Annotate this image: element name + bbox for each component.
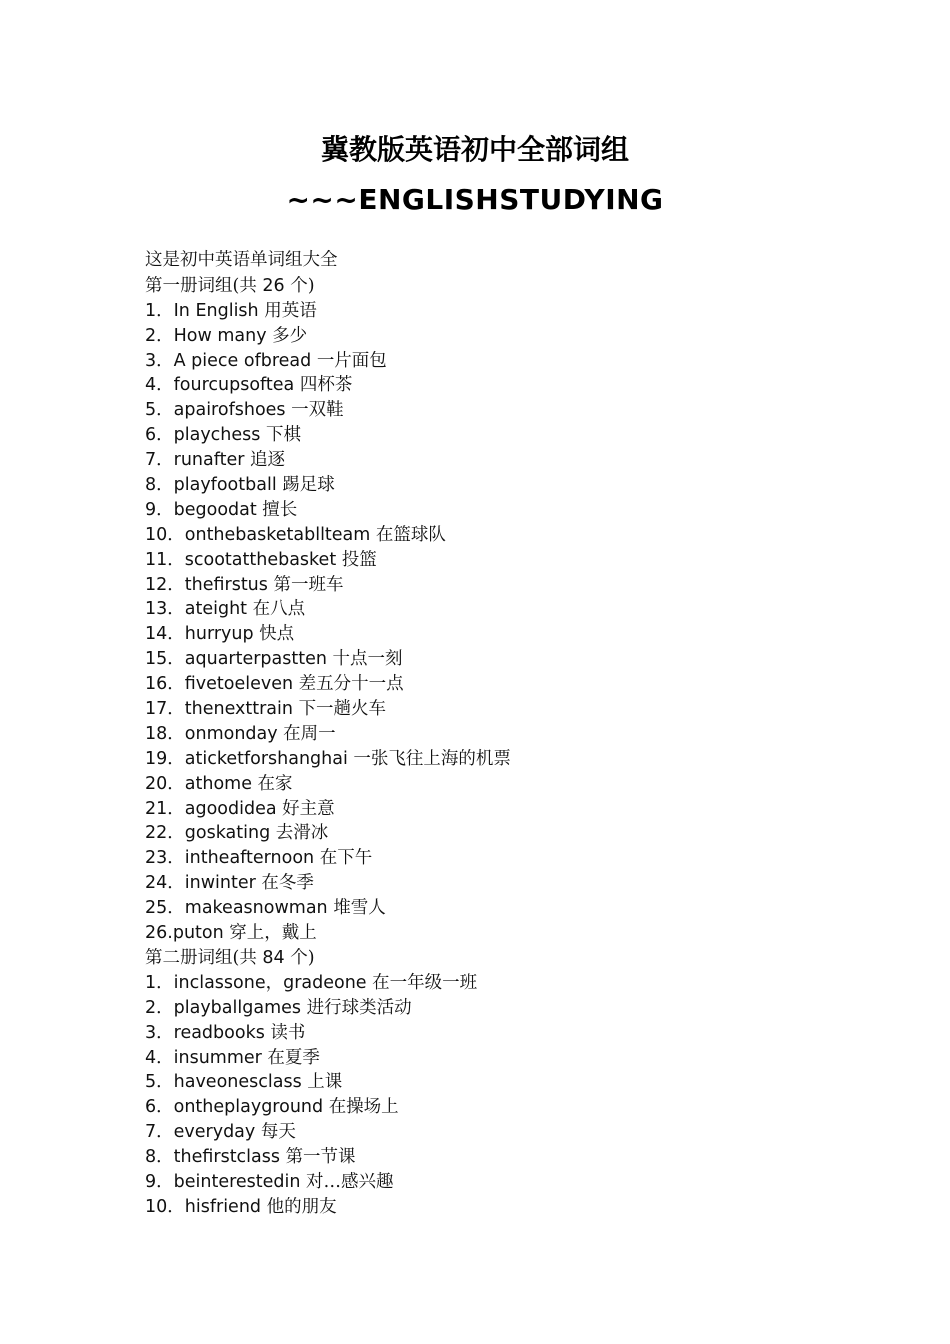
phrase-english: 25．makeasnowman	[145, 898, 334, 919]
phrase-chinese: 穿上，戴上	[229, 923, 317, 944]
phrase-chinese: 读书	[270, 1022, 306, 1043]
phrase-english: 26.puton	[145, 923, 230, 944]
phrase-item	[145, 671, 865, 696]
phrase-chinese: 擅长	[262, 499, 298, 520]
phrase-chinese: 去滑冰	[275, 823, 329, 844]
phrase-item	[145, 771, 865, 796]
phrase-item	[145, 596, 865, 621]
phrase-english: 9．begoodat	[145, 499, 263, 520]
phrase-item	[145, 1094, 865, 1119]
phrase-item	[145, 696, 865, 721]
phrase-english: 4．fourcupsoftea	[145, 375, 300, 396]
phrase-chinese: 在八点	[252, 599, 306, 620]
phrase-chinese: 他的朋友	[266, 1196, 337, 1217]
phrase-english: 13．ateight	[145, 599, 253, 620]
phrase-item	[145, 422, 865, 447]
phrase-item	[145, 1069, 865, 1094]
phrase-english: 19．aticketforshanghai	[145, 748, 354, 769]
phrase-chinese: 进行球类活动	[306, 997, 412, 1018]
phrase-item	[145, 372, 865, 397]
phrase-english: 18．onmonday	[145, 723, 284, 744]
phrase-chinese: 堆雪人	[333, 898, 386, 919]
phrase-item	[145, 298, 865, 323]
phrase-english: 17．thenexttrain	[145, 699, 299, 720]
phrase-english: 1．inclassone，gradeone	[145, 972, 373, 993]
phrase-chinese: 在下午	[319, 848, 373, 869]
book2-phrase-list	[145, 970, 865, 1219]
phrase-english: 14．hurryup	[145, 624, 260, 645]
phrase-chinese: 差五分十一点	[298, 674, 404, 695]
phrase-english: 24．inwinter	[145, 873, 262, 894]
phrase-english: 3．A piece ofbread	[145, 350, 317, 371]
phrase-item	[145, 1020, 865, 1045]
phrase-chinese: 对…感兴趣	[306, 1171, 394, 1192]
phrase-item	[145, 845, 865, 870]
phrase-english: 3．readbooks	[145, 1022, 271, 1043]
document-subtitle: ~~~ENGLISHSTUDYING	[286, 183, 664, 216]
book1-phrase-list	[145, 298, 865, 945]
phrase-english: 1．In English	[145, 300, 265, 321]
phrase-item	[145, 1169, 865, 1194]
phrase-chinese: 踢足球	[282, 475, 335, 496]
phrase-chinese: 在一年级一班	[372, 972, 478, 993]
phrase-chinese: 一片面包	[316, 350, 387, 371]
phrase-english: 7．runafter	[145, 450, 250, 471]
phrase-english: 22．goskating	[145, 823, 276, 844]
phrase-item	[145, 323, 865, 348]
phrase-item	[145, 646, 865, 671]
phrase-chinese: 每天	[260, 1122, 296, 1143]
phrase-english: 16．fivetoeleven	[145, 674, 299, 695]
document-body	[145, 248, 865, 1219]
phrase-chinese: 在家	[257, 773, 293, 794]
phrase-english: 15．aquarterpastten	[145, 649, 333, 670]
phrase-chinese: 在篮球队	[375, 524, 446, 545]
phrase-english: 20．athome	[145, 773, 258, 794]
phrase-chinese: 一张飞往上海的机票	[353, 748, 511, 769]
phrase-english: 11．scootatthebasket	[145, 549, 342, 570]
phrase-item	[145, 995, 865, 1020]
phrase-item	[145, 397, 865, 422]
phrase-english: 10．hisfriend	[145, 1196, 267, 1217]
phrase-item	[145, 920, 865, 945]
phrase-item	[145, 1144, 865, 1169]
phrase-english: 7．everyday	[145, 1122, 261, 1143]
phrase-chinese: 追逐	[249, 450, 285, 471]
phrase-chinese: 十点一刻	[332, 649, 403, 670]
phrase-item	[145, 572, 865, 597]
phrase-item	[145, 820, 865, 845]
phrase-item	[145, 348, 865, 373]
phrase-chinese: 上课	[307, 1072, 343, 1093]
phrase-item	[145, 746, 865, 771]
phrase-chinese: 在夏季	[267, 1047, 320, 1068]
phrase-english: 5．haveonesclass	[145, 1072, 308, 1093]
book1-heading: 第一册词组(共 26 个)	[145, 275, 315, 296]
phrase-chinese: 用英语	[264, 300, 317, 321]
phrase-item	[145, 621, 865, 646]
phrase-english: 9．beinterestedin	[145, 1171, 307, 1192]
phrase-item	[145, 447, 865, 472]
phrase-chinese: 多少	[272, 325, 308, 346]
phrase-item	[145, 970, 865, 995]
phrase-chinese: 在冬季	[261, 873, 314, 894]
phrase-english: 5．apairofshoes	[145, 400, 292, 421]
phrase-item	[145, 895, 865, 920]
phrase-english: 12．thefirstus	[145, 574, 274, 595]
phrase-item	[145, 870, 865, 895]
phrase-english: 21．agoodidea	[145, 798, 283, 819]
document-title: 冀教版英语初中全部词组	[320, 133, 629, 166]
phrase-english: 10．onthebasketabllteam	[145, 524, 376, 545]
phrase-english: 2．How many	[145, 325, 273, 346]
phrase-item	[145, 1194, 865, 1219]
phrase-chinese: 四杯茶	[299, 375, 353, 396]
phrase-item	[145, 522, 865, 547]
phrase-english: 8．thefirstclass	[145, 1147, 286, 1168]
phrase-chinese: 第一节课	[285, 1147, 356, 1168]
phrase-english: 4．insummer	[145, 1047, 268, 1068]
phrase-english: 6．playchess	[145, 425, 266, 446]
phrase-english: 6．ontheplayground	[145, 1097, 329, 1118]
phrase-item	[145, 721, 865, 746]
phrase-item	[145, 1119, 865, 1144]
phrase-chinese: 在操场上	[328, 1097, 399, 1118]
phrase-english: 8．playfootball	[145, 475, 283, 496]
phrase-chinese: 投篮	[341, 549, 377, 570]
phrase-english: 23．intheafternoon	[145, 848, 320, 869]
phrase-chinese: 第一班车	[273, 574, 344, 595]
phrase-chinese: 下一趟火车	[298, 699, 387, 720]
phrase-english: 2．playballgames	[145, 997, 307, 1018]
phrase-chinese: 一双鞋	[291, 400, 344, 421]
phrase-item	[145, 472, 865, 497]
phrase-item	[145, 1045, 865, 1070]
phrase-chinese: 在周一	[283, 723, 336, 744]
book2-heading: 第二册词组(共 84 个)	[145, 947, 315, 968]
phrase-item	[145, 497, 865, 522]
phrase-chinese: 快点	[259, 624, 295, 645]
intro-line: 这是初中英语单词组大全	[145, 250, 338, 270]
phrase-chinese: 下棋	[265, 425, 301, 446]
phrase-item	[145, 796, 865, 821]
phrase-chinese: 好主意	[282, 798, 335, 819]
phrase-item	[145, 547, 865, 572]
